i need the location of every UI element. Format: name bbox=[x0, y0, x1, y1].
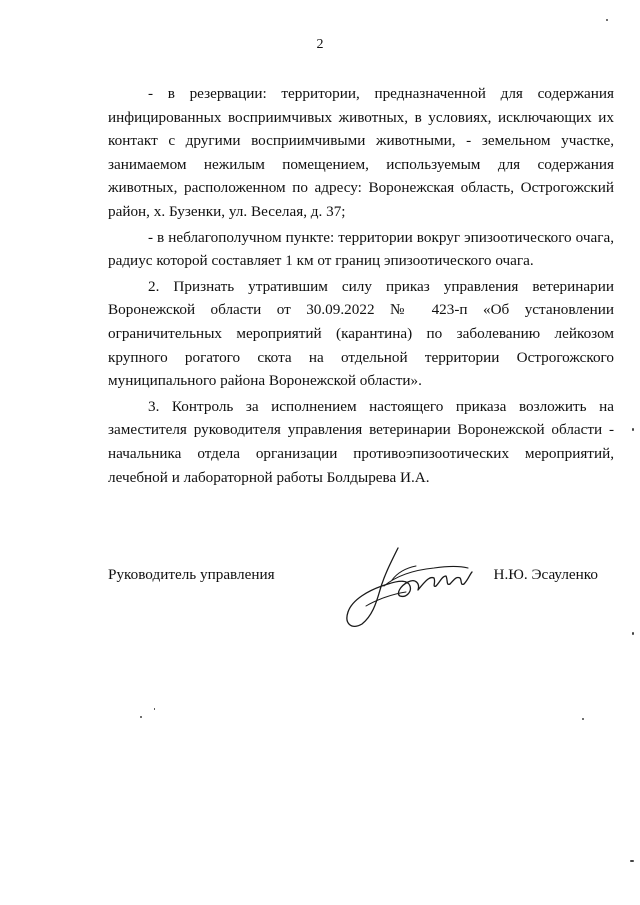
scan-speck bbox=[632, 632, 634, 635]
signatory-role: Руководитель управления bbox=[108, 566, 275, 583]
handwritten-signature-icon bbox=[336, 546, 476, 632]
paragraph-reservation: - в резервации: территории, предназначенной для содержания инфицированных восприимчивых животных, в условиях, исключающих их контакт с другими восприимчивыми животными, - земельном участке, занимаемом нежилым помещением, используемым для содержания животных, расположенном по адресу: Воронежская область, Острогожский район, х. Бузенки, ул. Веселая, д. 37; bbox=[108, 85, 614, 220]
paragraph-unfavorable-point: - в неблагополучном пункте: территории вокруг эпизоотического очага, радиус которой составляет 1 км от границ эпизоотического очага. bbox=[108, 228, 614, 270]
document-body bbox=[108, 82, 614, 491]
scan-speck bbox=[582, 718, 584, 720]
paragraph-control: 3. Контроль за исполнением настоящего приказа возложить на заместителя руководителя управления ветеринарии Воронежской области - начальника отдела организации противоэпизоотических мероприятий, лечебной и лабораторной работы Болдырева И.А. bbox=[108, 397, 614, 486]
scan-speck bbox=[140, 716, 142, 718]
scan-speck bbox=[630, 860, 634, 862]
signatory-name: Н.Ю. Эсауленко bbox=[493, 566, 598, 583]
scan-speck bbox=[632, 428, 634, 431]
signature-block bbox=[108, 566, 614, 646]
page-number: 2 bbox=[316, 37, 324, 52]
scan-speck bbox=[154, 708, 155, 710]
scan-speck bbox=[606, 19, 608, 21]
paragraph-revoke-order: 2. Признать утратившим силу приказ управления ветеринарии Воронежской области от 30.09.2022 № 423-п «Об установлении ограничительных мероприятий (карантина) по заболеванию лейкозом крупного рогатого скота на отдельной территории Острогожского муниципального района Воронежской области». bbox=[108, 277, 614, 390]
